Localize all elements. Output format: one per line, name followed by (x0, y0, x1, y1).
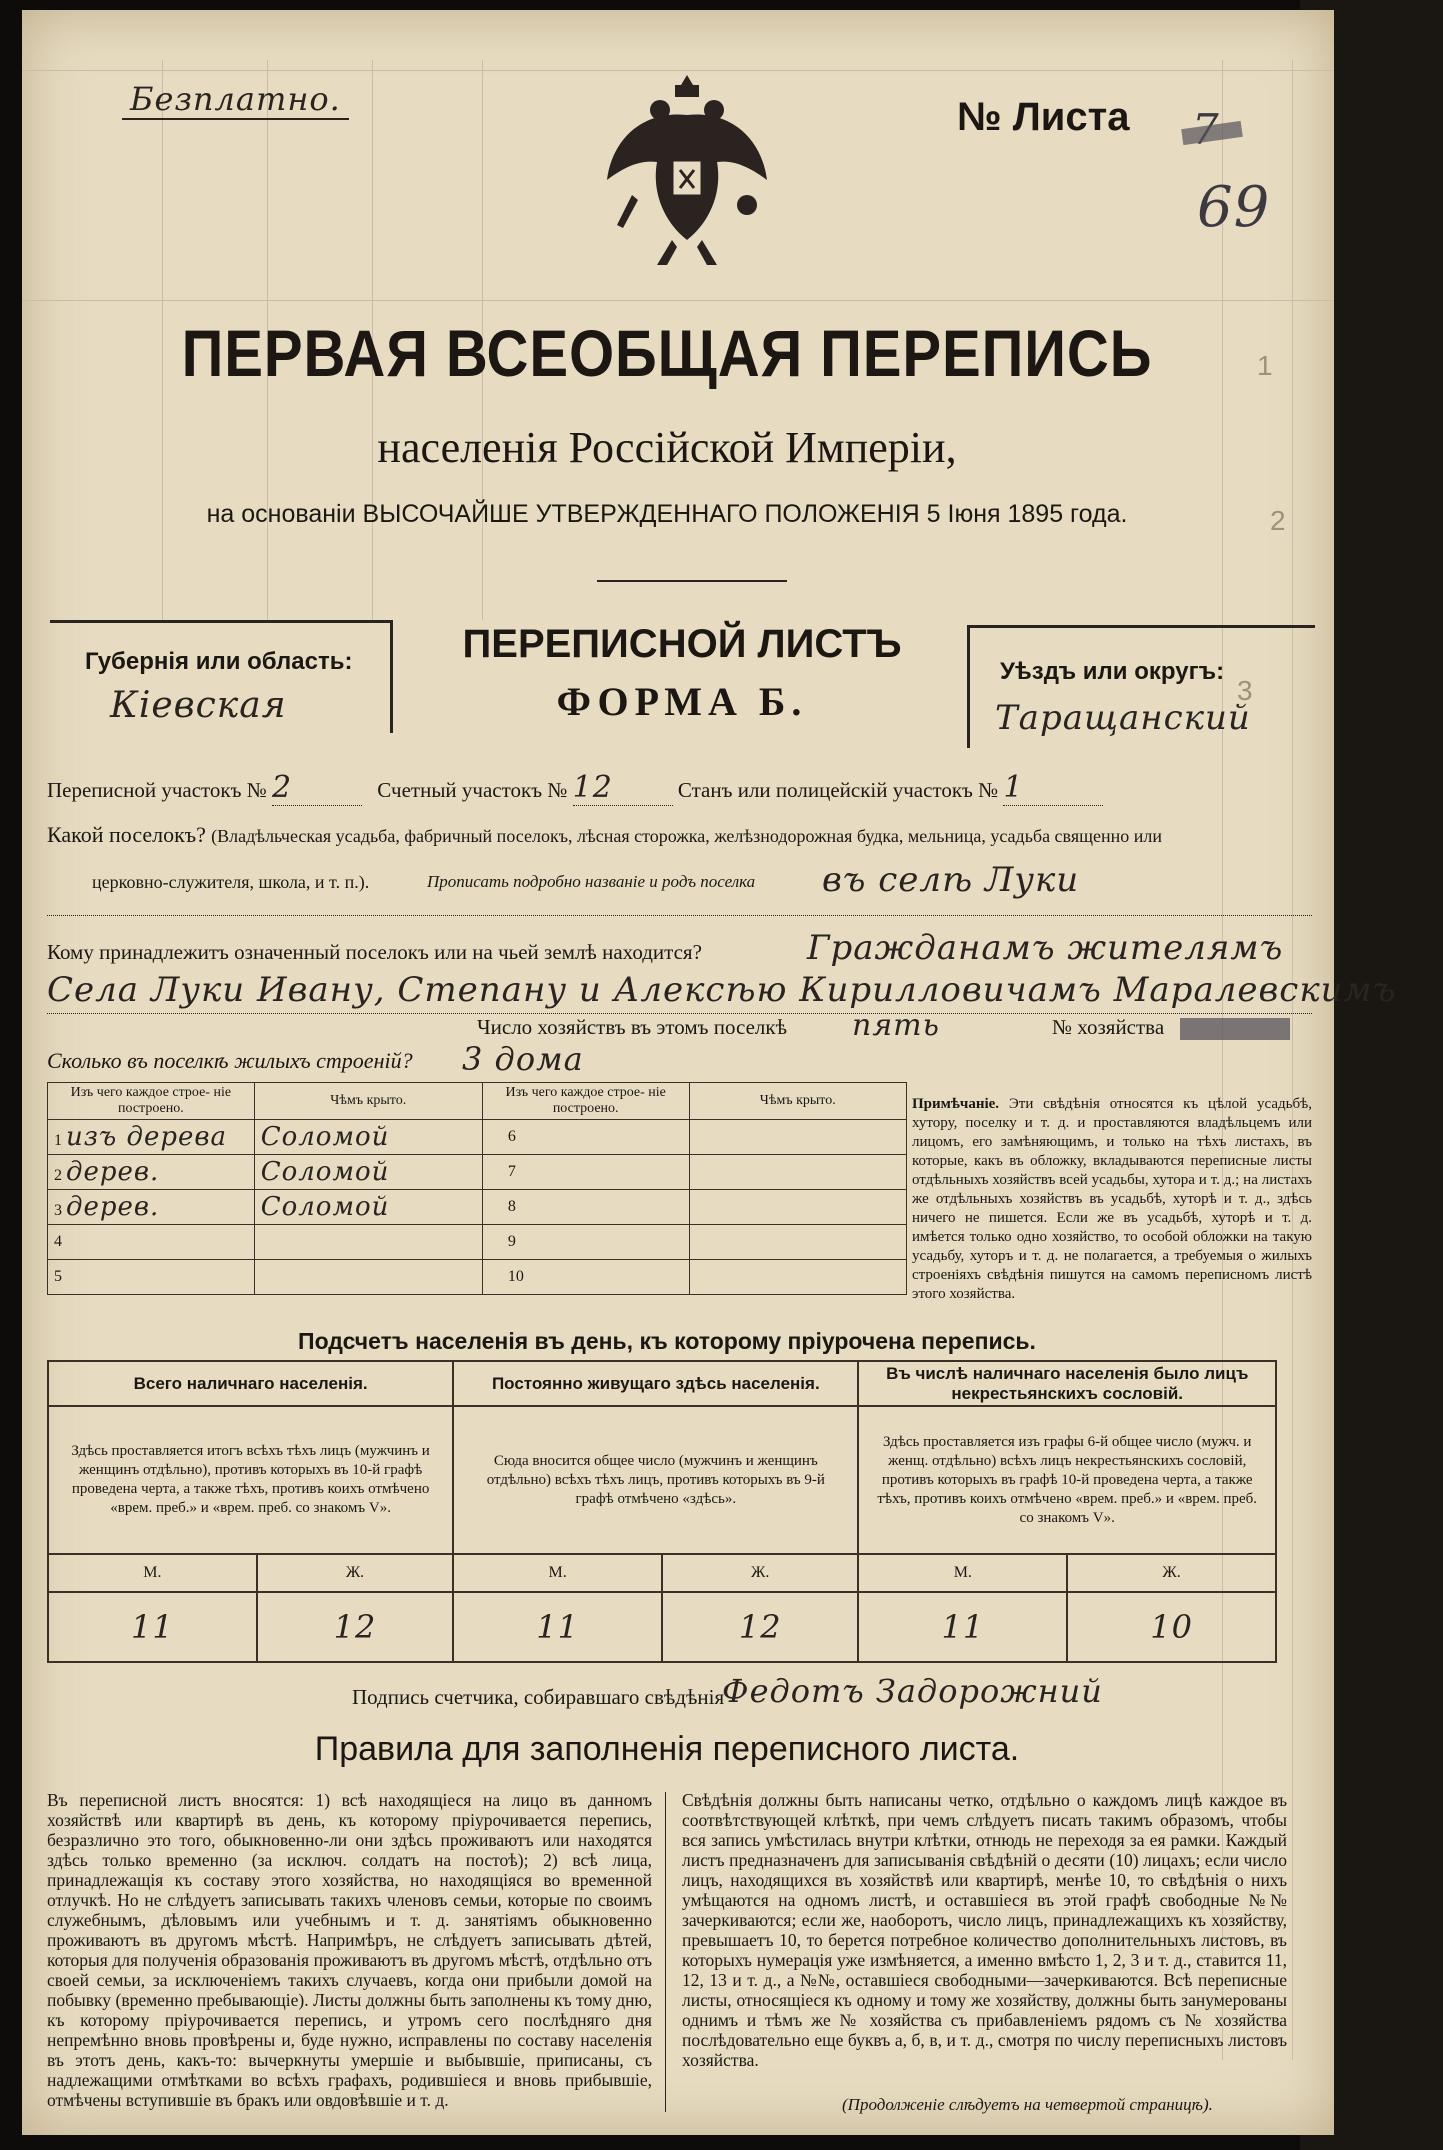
settlement-hint-2: церковно-служителя, школа, и т. п.). (92, 872, 370, 892)
female-header: Ж. (662, 1554, 858, 1592)
row-number: 3 (54, 1202, 62, 1219)
settlement-hint: (Владѣльческая усадьба, фабричный поселокъ, лѣсная сторожка, желѣзнодорожная будка, мельница, усадьба священно или (211, 826, 1162, 846)
note-text: Эти свѣдѣнія относятся къ цѣлой усадьбѣ, хутору, поселку и т. д. и проставляются владѣльцемъ или лицомъ, его замѣняющимъ, и только на тѣхъ листахъ, въ которые, какъ въ обложку, вкладываются переписные листы отдѣльныхъ хозяйствъ всей усадьбы, хутора и т. д.; на листахъ же отдѣльныхъ хозяйствъ въ усадьбѣ, хуторѣ и т. д., здѣсь ничего не пишется. Если же въ усадьбѣ, хуторѣ и т. д. имѣется только одно хозяйство, то особой обложки на такую усадьбу, хуторъ и т. д. не полагается, а требуемыя о жилыхъ строеніяхъ свѣдѣнія пишутся на самомъ переписномъ листѣ этого хозяйства. (912, 1096, 1313, 1302)
roof-value: Соломой (254, 1190, 482, 1225)
table-row (48, 1190, 907, 1225)
settlement-instruction: Прописать подробно названіе и родъ поселка (427, 872, 756, 891)
total-present-male: 11 (48, 1592, 257, 1662)
permanent-male: 11 (453, 1592, 662, 1662)
row-number: 7 (482, 1155, 689, 1190)
province-value: Кіевская (110, 685, 287, 726)
form-decree-line: на основаніи ВЫСОЧАЙШЕ УТВЕРЖДЕННАГО ПОЛОЖЕНІЯ 5 Іюня 1895 года. (206, 500, 1128, 528)
non-christian-header: Въ числѣ наличнаго населенія было лицъ некрестьянскихъ сословій. (858, 1361, 1276, 1406)
buildings-note (912, 1095, 1312, 1304)
ghost-number: 2 (1270, 505, 1286, 536)
form-type: ФОРМА Б. (556, 679, 808, 724)
households-label: Число хозяйствъ въ этомъ поселкѣ (477, 1015, 787, 1039)
settlement-question (47, 822, 1312, 848)
census-form-sheet (22, 10, 1397, 2135)
district-value: Таращанский (995, 698, 1251, 738)
col-material-1: Изъ чего каждое строе- ніе построено. (48, 1083, 255, 1120)
col-roof-2: Чѣмъ крыто. (689, 1083, 906, 1120)
rules-title: Правила для заполненія переписного листа. (314, 1730, 1020, 1768)
permanent-header: Постоянно живущаго здѣсь населенія. (453, 1361, 858, 1406)
signature-label: Подпись счетчика, собиравшаго свѣдѣнія (352, 1685, 725, 1709)
table-row (48, 1225, 907, 1260)
male-header: М. (858, 1554, 1067, 1592)
female-header: Ж. (257, 1554, 453, 1592)
settlement-value: въ селѣ Луки (822, 860, 1080, 900)
owner-value-1: Гражданамъ жителямъ (807, 928, 1284, 968)
form-subtitle: населенія Россійской Имперіи, (377, 423, 957, 472)
row-number: 4 (48, 1225, 255, 1260)
material-value: изъ дерева (66, 1122, 228, 1152)
title-divider (597, 580, 787, 582)
table-row (48, 1155, 907, 1190)
population-table (47, 1360, 1277, 1663)
sheet-number-value: 69 (1197, 175, 1271, 240)
census-district-value: 2 (272, 770, 362, 806)
ghost-line (22, 300, 1334, 301)
table-row (48, 1120, 907, 1155)
roof-value: Соломой (254, 1120, 482, 1155)
roof-value: Соломой (254, 1155, 482, 1190)
dotted-line (47, 915, 1312, 916)
male-header: М. (453, 1554, 662, 1592)
rules-left-column: Въ переписной листъ вносятся: 1) всѣ находящіеся на лицо въ данномъ хозяйствѣ или квартирѣ въ день, къ которому пріурочивается перепись, безразлично это того, обыкновенно-ли они здѣсь проживаютъ или находятся здѣсь только временно (за исключ. солдатъ на постоѣ); 2) всѣ лица, принадлежащія къ составу этого хозяйства, но находящіяся во временной отлучкѣ. Но не слѣдуетъ записывать такихъ членовъ семьи, которые по своимъ служебнымъ, дѣловымъ или учебнымъ и т. д. занятіямъ обыкновенно проживаютъ въ другомъ мѣстѣ. Напримѣръ, не слѣдуетъ записывать дѣтей, которыя для полученія образованія проживаютъ въ другомъ мѣстѣ, отдѣльно отъ своей семьи, за исключеніемъ такихъ случаевъ, когда они прибыли домой на побывку (временно пребывающіе). Листы должны быть заполнены къ тому дню, къ которому пріурочивается перепись, и утромъ сего послѣдняго дня непремѣнно вновь провѣрены и, буде нужно, исправлены по составу населенія въ этотъ день, какъ-то: вычеркнуты умершіе и выбывшіе, приписаны, съ надлежащими отмѣтками во всѣхъ графахъ, родившіеся и вновь прибывшіе, отмѣчены вступившіе въ бракъ или овдовѣвшіе и т. д. (47, 1790, 652, 2110)
ghost-number: 3 (1237, 675, 1253, 706)
form-name: ПЕРЕПИСНОЙ ЛИСТЪ (462, 622, 902, 666)
districts-line (47, 770, 1103, 806)
buildings-label: Сколько въ поселкѣ жилыхъ строеній? (47, 1048, 413, 1073)
table-row (48, 1260, 907, 1295)
row-number: 5 (48, 1260, 255, 1295)
material-value: дерев. (66, 1157, 160, 1187)
row-number: 6 (482, 1120, 689, 1155)
permanent-female: 12 (662, 1592, 858, 1662)
counting-district-label: Счетный участокъ № (377, 778, 568, 802)
non-christian-desc: Здѣсь проставляется изъ графы 6-й общее число (мужч. и женщ. отдѣльно) всѣхъ лицъ некрестьянскихъ сословій, противъ которыхъ въ графѣ 10-й проведена черта, а также тѣхъ, противъ коихъ отмѣчено «врем. преб.» и «врем. преб. со знакомъ V». (858, 1406, 1276, 1554)
form-title: ПЕРВАЯ ВСЕОБЩАЯ ПЕРЕПИСЬ (181, 316, 1153, 390)
sheet-number-label: № Листа (957, 95, 1130, 139)
row-number: 1 (54, 1132, 62, 1149)
dotted-line (47, 1013, 1312, 1014)
total-present-female: 12 (257, 1592, 453, 1662)
district-box (967, 625, 1315, 748)
female-header: Ж. (1067, 1554, 1276, 1592)
counting-district-value: 12 (573, 770, 673, 806)
row-number: 8 (482, 1190, 689, 1225)
total-present-header: Всего наличнаго населенія. (48, 1361, 453, 1406)
owner-value-2: Села Луки Ивану, Степану и Алексѣю Кирилловичамъ Маралевскимъ (47, 970, 1397, 1010)
column-divider (665, 1792, 666, 2112)
total-present-desc: Здѣсь проставляется итогъ всѣхъ тѣхъ лицъ (мужчинъ и женщинъ отдѣльно), противъ которыхъ въ 10-й графѣ проведена черта, а также тѣхъ, противъ коихъ отмѣчено «врем. преб.» и «врем. преб. со знакомъ V». (48, 1406, 453, 1554)
double-headed-eagle-emblem (602, 70, 772, 270)
population-count-title: Подсчетъ населенія въ день, къ которому пріурочена перепись. (298, 1328, 1036, 1354)
province-box (50, 620, 393, 733)
province-label: Губернія или область: (85, 648, 353, 675)
note-title: Примѣчаніе. (912, 1096, 1000, 1112)
owner-label: Кому принадлежитъ означенный поселокъ или на чьей землѣ находится? (47, 940, 702, 964)
rules-right-column: Свѣдѣнія должны быть написаны четко, отдѣльно о каждомъ лицѣ каждое въ соотвѣтствующей клѣткѣ, при чемъ слѣдуетъ писать такимъ образомъ, чтобы вся запись умѣстилась внутри клѣтки, отнюдь не переходя за ея рамки. Каждый листъ предназначенъ для записыванія свѣдѣній о десяти (10) лицахъ; если число лицъ, находящихся въ хозяйствѣ или квартирѣ, менѣе 10, то свѣдѣнія о нихъ умѣщаются на одномъ листѣ, и оставшіеся въ этой графѣ свободные №№ зачеркиваются; если же, наоборотъ, число лицъ, принадлежащихъ къ хозяйству, превышаетъ 10, то берется потребное количество дополнительныхъ листовъ, въ которыхъ нумерація уже измѣняется, а именно вмѣсто 1, 2, 3 и т. д., ставится 11, 12, 13 и т. д., а №№, оставшіеся свободными—зачеркиваются. Всѣ переписные листы, относящіеся къ одному и тому же хозяйству, должны быть занумерованы однимъ и тѣмъ же № хозяйства съ прибавленіемъ рядомъ съ № хозяйства послѣдовательно еще буквъ а, б, в, и т. д., смотря по числу переписныхъ листовъ хозяйства. (682, 1790, 1287, 2070)
row-number: 10 (482, 1260, 689, 1295)
households-value: пять (852, 1008, 940, 1043)
settlement-label: Какой поселокъ? (47, 822, 206, 847)
free-label: Безплатно. (122, 80, 349, 120)
ghost-line (1292, 60, 1293, 2060)
household-number-redacted (1180, 1018, 1290, 1040)
male-header: М. (48, 1554, 257, 1592)
permanent-desc: Сюда вносится общее число (мужчинъ и женщинъ отдѣльно) всѣхъ тѣхъ лицъ, противъ которыхъ въ 9-й графѣ отмѣчено «здѣсь». (453, 1406, 858, 1554)
non-christian-male: 11 (858, 1592, 1067, 1662)
district-label: Уѣздъ или округъ: (1000, 658, 1225, 685)
buildings-value: 3 дома (462, 1040, 584, 1078)
non-christian-female: 10 (1067, 1592, 1276, 1662)
census-district-label: Переписной участокъ № (47, 778, 267, 802)
buildings-table (47, 1082, 907, 1295)
row-number: 9 (482, 1225, 689, 1260)
ghost-number: 1 (1257, 350, 1273, 381)
material-value: дерев. (66, 1192, 160, 1222)
police-district-value: 1 (1003, 770, 1103, 806)
row-number: 2 (54, 1167, 62, 1184)
rules-continuation: (Продолженіе слѣдуетъ на четвертой страницѣ). (842, 2095, 1213, 2114)
col-roof-1: Чѣмъ крыто. (254, 1083, 482, 1120)
col-material-2: Изъ чего каждое строе- ніе построено. (482, 1083, 689, 1120)
household-number-label: № хозяйства (1052, 1015, 1165, 1039)
signature-value: Федотъ Задорожний (722, 1672, 1103, 1710)
police-district-label: Станъ или полицейскій участокъ № (677, 778, 999, 802)
